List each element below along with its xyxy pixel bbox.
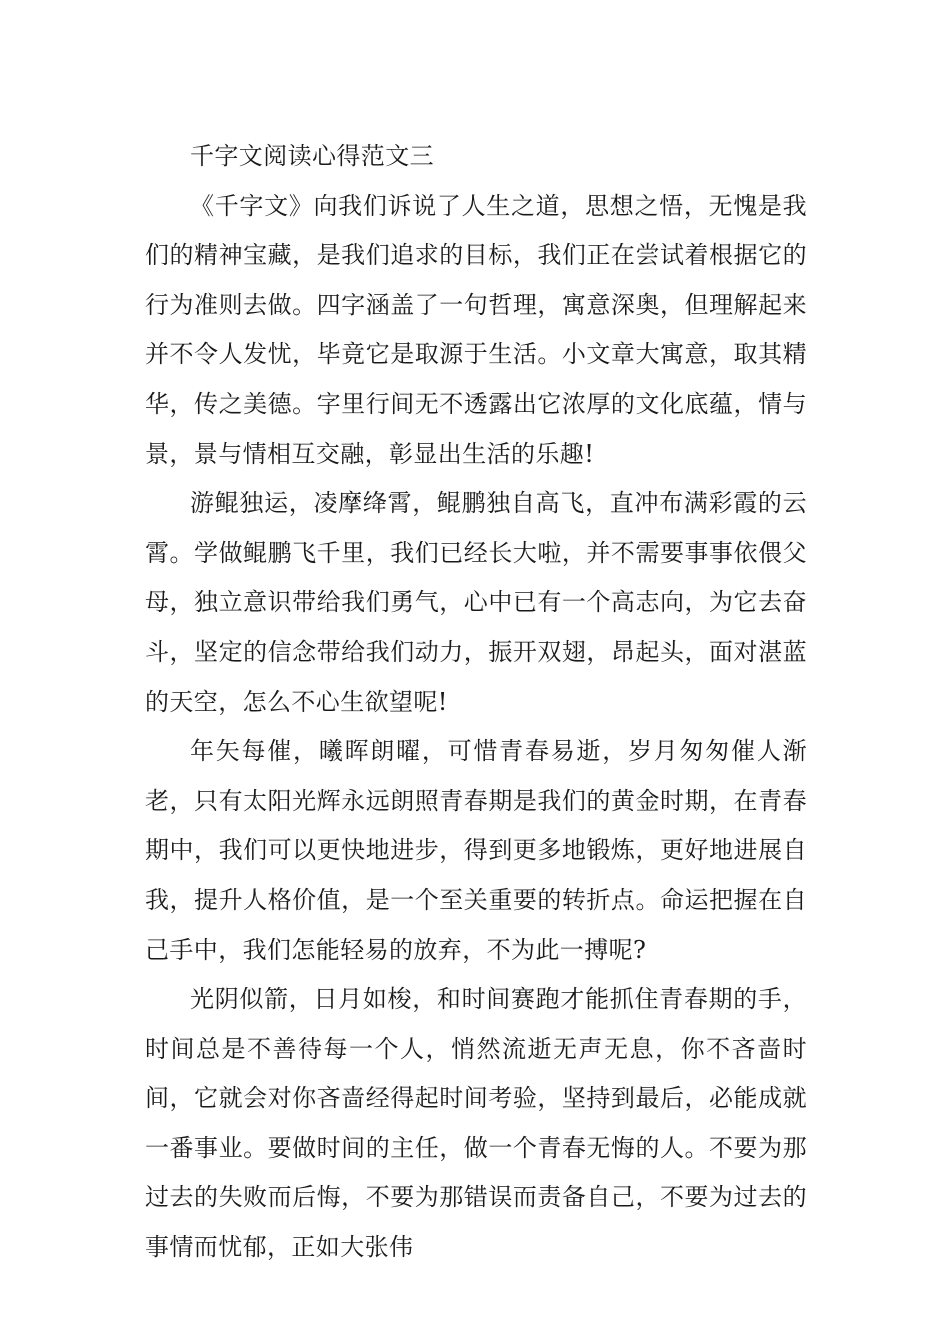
- document-title: 千字文阅读心得范文三: [190, 142, 434, 170]
- paragraph-3: 年矢每催，曦晖朗曜，可惜青春易逝，岁月匆匆催人渐老，只有太阳光辉永远朗照青春期是我们的黄金时期，在青春期中，我们可以更快地进步，得到更多地锻炼，更好地进展自我，提升人格价值，是一个至关重要的转折点。命运把握在自己手中，我们怎能轻易的放弃，不为此一搏呢?: [145, 737, 807, 964]
- document-body: [145, 132, 807, 1273]
- paragraph-2: 游鲲独运，凌摩绛霄，鲲鹏独自高飞，直冲布满彩霞的云霄。学做鲲鹏飞千里，我们已经长大啦，并不需要事事依偎父母，独立意识带给我们勇气，心中已有一个高志向，为它去奋斗，坚定的信念带给我们动力，振开双翅，昂起头，面对湛蓝的天空，怎么不心生欲望呢!: [145, 489, 807, 716]
- paragraph-4: 光阴似箭，日月如梭，和时间赛跑才能抓住青春期的手，时间总是不善待每一个人，悄然流逝无声无息，你不吝啬时间，它就会对你吝啬经得起时间考验，坚持到最后，必能成就一番事业。要做时间的主任，做一个青春无悔的人。不要为那过去的失败而后悔，不要为那错误而责备自己，不要为过去的事情而忧郁，正如大张伟: [145, 985, 807, 1262]
- paragraph-1: 《千字文》向我们诉说了人生之道，思想之悟，无愧是我们的精神宝藏，是我们追求的目标，我们正在尝试着根据它的行为准则去做。四字涵盖了一句哲理，寓意深奥，但理解起来并不令人发忧，毕竟它是取源于生活。小文章大寓意，取其精华，传之美德。字里行间无不透露出它浓厚的文化底蕴，情与景，景与情相互交融，彰显出生活的乐趣!: [145, 191, 807, 468]
